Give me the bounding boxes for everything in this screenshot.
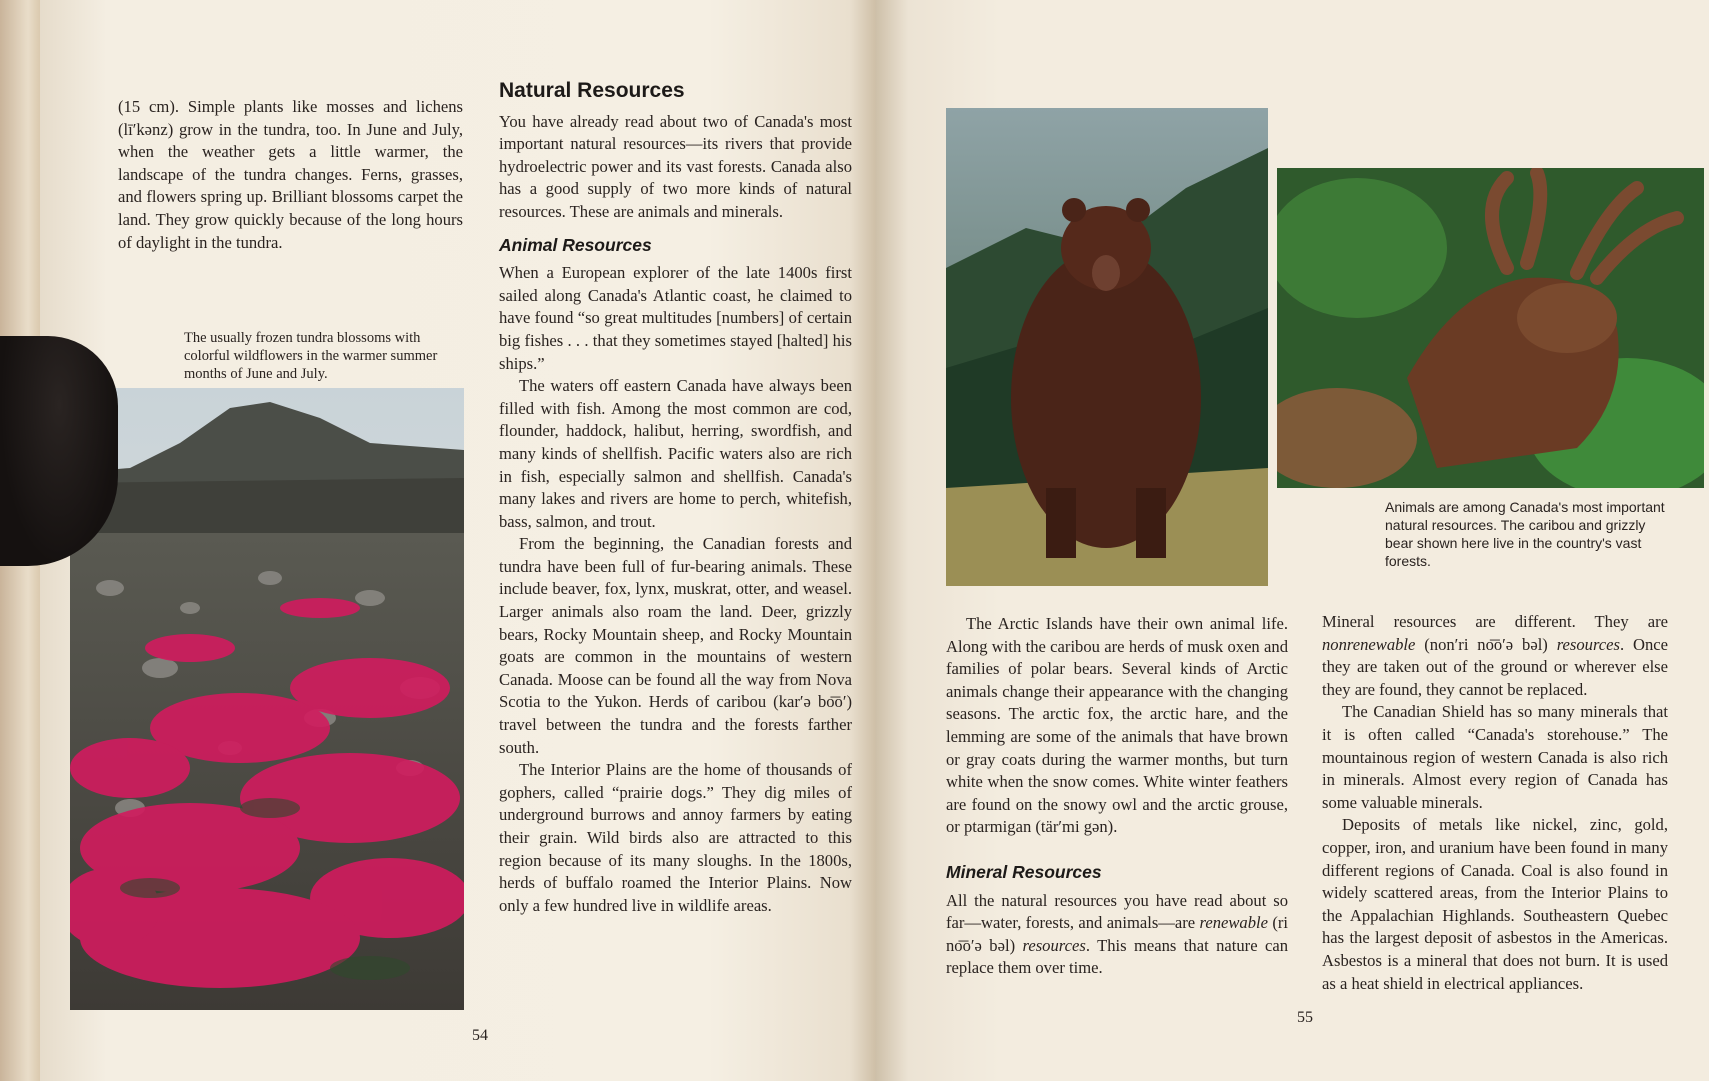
- natural-resources-intro: You have already read about two of Canada's most important natural resources—its rivers that provide hydroelectric power and its vast forests. Canada also has a good supply of two more kinds of natural resources. These are animals and minerals.: [499, 111, 852, 221]
- tundra-caption: The usually frozen tundra blossoms with colorful wildflowers in the warmer summer months of June and July.: [184, 330, 438, 382]
- page-number-55: 55: [1297, 1009, 1313, 1026]
- mineral-resources-heading: Mineral Resources: [946, 861, 1102, 882]
- resources-text-column: [499, 80, 852, 917]
- tundra-paragraph: (15 cm). Simple plants like mosses and lichens (lī′kənz) grow in the tundra, too. In June and July, when the weather gets a little warmer, the landscape of the tundra changes. Ferns, grasses, and flowers spring up. Brilliant blossoms carpet the land. They grow quickly because of the long hours of daylight in the tundra.: [118, 97, 463, 252]
- nonrenewable-text-a: Mineral resources are different. They are: [1322, 612, 1668, 631]
- animals-caption: Animals are among Canada's most important natural resources. The caribou and grizzly bear shown here live in the country's vast forests.: [1385, 499, 1665, 569]
- renewable-paragraph: [946, 890, 1288, 980]
- animal-paragraph-3: From the beginning, the Canadian forests and tundra have been full of fur-bearing animals. These include beaver, fox, lynx, muskrat, otter, and weasel. Larger animals also roam the land. Deer, grizzly bears, Rocky Mountain sheep, and Rocky Mountain goats are common in the mountains of western Canada. Moose can be found all the way from Nova Scotia to the Yukon. Herds of caribou (kar′ə bo͞o′) travel between the tundra and the forests farther south.: [499, 534, 852, 757]
- page-number-54: 54: [472, 1027, 488, 1044]
- arctic-text-column: [946, 613, 1288, 980]
- metals-paragraph: Deposits of metals like nickel, zinc, gold, copper, iron, and uranium have been found in many different regions of Canada. Coal is also found in widely scattered areas, from the Interior Plains to the Appalachian Highlands. Southeastern Quebec has the largest deposit of asbestos in the Americas. Asbestos is a mineral that does not burn. It is used as a heat shield in electrical appliances.: [1322, 815, 1668, 993]
- renewable-resources-term: resources: [1022, 935, 1086, 955]
- nonrenewable-resources-term: resources: [1556, 634, 1620, 654]
- grizzly-bear-photo: [946, 108, 1268, 586]
- nonrenewable-paragraph: [1322, 611, 1668, 701]
- nonrenewable-text-b: . Once they are taken out of the ground or wherever else they are found, they cannot be replaced.: [1322, 634, 1668, 699]
- nonrenewable-pronunciation: (non′ri no͞o′ə bəl): [1415, 634, 1557, 654]
- tundra-wildflowers-photo: [70, 388, 464, 1010]
- minerals-text-column: [1322, 611, 1668, 995]
- nonrenewable-term: nonrenewable: [1322, 634, 1416, 654]
- animal-paragraph-2: The waters off eastern Canada have always been filled with fish. Among the most common are cod, flounder, haddock, halibut, herring, swordfish, and many kinds of shellfish. Pacific waters also are rich in fish, especially salmon and shellfish. Canada's many lakes and rivers are home to perch, whitefish, bass, salmon, and trout.: [499, 376, 852, 531]
- canadian-shield-paragraph: The Canadian Shield has so many minerals that it is often called “Canada's storehouse.” The mountainous region of western Canada is also rich in minerals. Almost every region of Canada has some valuable minerals.: [1322, 702, 1668, 812]
- renewable-text-b: . This means that nature can replace them over time.: [946, 935, 1288, 978]
- natural-resources-heading: Natural Resources: [499, 79, 685, 102]
- renewable-text-a: All the natural resources you have read about so far—water, forests, and animals—are: [946, 890, 1288, 933]
- animal-paragraph-1: When a European explorer of the late 1400s first sailed along Canada's Atlantic coast, he claimed to have found “so great multitudes [numbers] of certain big fishes . . . that they sometimes stayed [halted] his ships.”: [499, 263, 852, 373]
- renewable-term: renewable: [1199, 913, 1268, 933]
- tundra-text-column: [118, 96, 463, 254]
- renewable-pronunciation: (ri no͞o′ə bəl): [946, 913, 1288, 955]
- animal-paragraph-4: The Interior Plains are the home of thousands of gophers, called “prairie dogs.” They dig miles of underground burrows and annoy farmers by eating their grain. Wild birds also are attracted to this region because of its many sloughs. In the 1800s, herds of buffalo roamed the Interior Plains. Now only a few hundred live in wildlife areas.: [499, 760, 852, 915]
- arctic-paragraph: The Arctic Islands have their own animal life. Along with the caribou are herds of musk oxen and families of polar bears. Several kinds of Arctic animals change their appearance with the changing seasons. The arctic fox, the arctic hare, and the lemming are some of the animals that have brown or gray coats during the warmer months, but turn white when the snow comes. White winter feathers are found on the snowy owl and the arctic grouse, or ptarmigan (tär′mi gən).: [946, 614, 1288, 837]
- animal-resources-heading: Animal Resources: [499, 234, 652, 255]
- caribou-photo: [1277, 168, 1704, 488]
